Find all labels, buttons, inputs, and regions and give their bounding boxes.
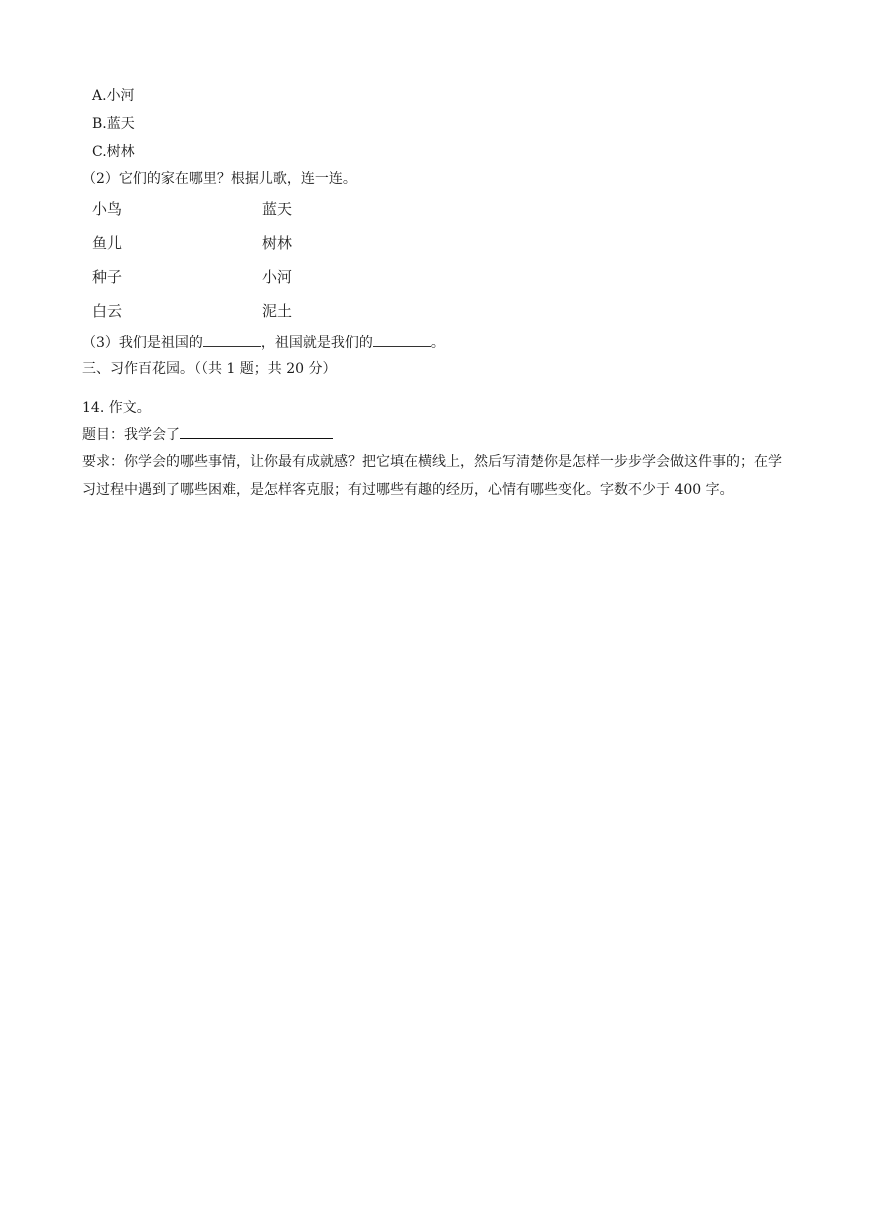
match-right-item: 小河 (262, 268, 293, 286)
question-2-prompt: （2）它们的家在哪里？根据儿歌，连一连。 (82, 171, 357, 187)
match-right-item: 泥土 (262, 302, 293, 320)
essay-requirement: 要求：你学会的哪些事情，让你最有成就感？把它填在横线上，然后写清楚你是怎样一步步学会做这件事的；在学习过程中遇到了哪些困难，是怎样客克服；有过哪些有趣的经历，心情有哪些变化。字数不少于 400 字。 (82, 454, 782, 498)
option-text: 蓝天 (106, 116, 135, 132)
question-3-part1: （3）我们是祖国的 (82, 335, 203, 351)
match-right-item: 蓝天 (262, 200, 293, 218)
essay-title-line (82, 424, 333, 445)
match-left-item: 白云 (92, 302, 123, 320)
section-3-heading: 三、习作百花园。（（共 1 题；共 20 分） (82, 361, 337, 377)
option-a (92, 86, 135, 106)
match-right-item: 树林 (262, 234, 293, 252)
option-b (92, 114, 135, 134)
question-3-part2: ，祖国就是我们的 (260, 335, 373, 351)
option-letter: B. (92, 116, 107, 132)
option-c (92, 142, 135, 162)
essay-title-prefix: 题目：我学会了 (82, 427, 180, 443)
option-text: 小河 (106, 88, 135, 104)
match-left-item: 种子 (92, 268, 123, 286)
question-14-number: 14. 作文。 (82, 400, 151, 416)
question-3 (82, 332, 445, 353)
match-left-item: 鱼儿 (92, 234, 123, 252)
match-left-item: 小鸟 (92, 200, 123, 218)
essay-title-blank[interactable] (180, 424, 333, 439)
answer-blank[interactable] (373, 332, 431, 347)
option-letter: C. (92, 144, 107, 160)
answer-blank[interactable] (203, 332, 261, 347)
question-3-part3: 。 (430, 335, 445, 351)
option-text: 树林 (106, 144, 135, 160)
option-letter: A. (92, 88, 107, 104)
